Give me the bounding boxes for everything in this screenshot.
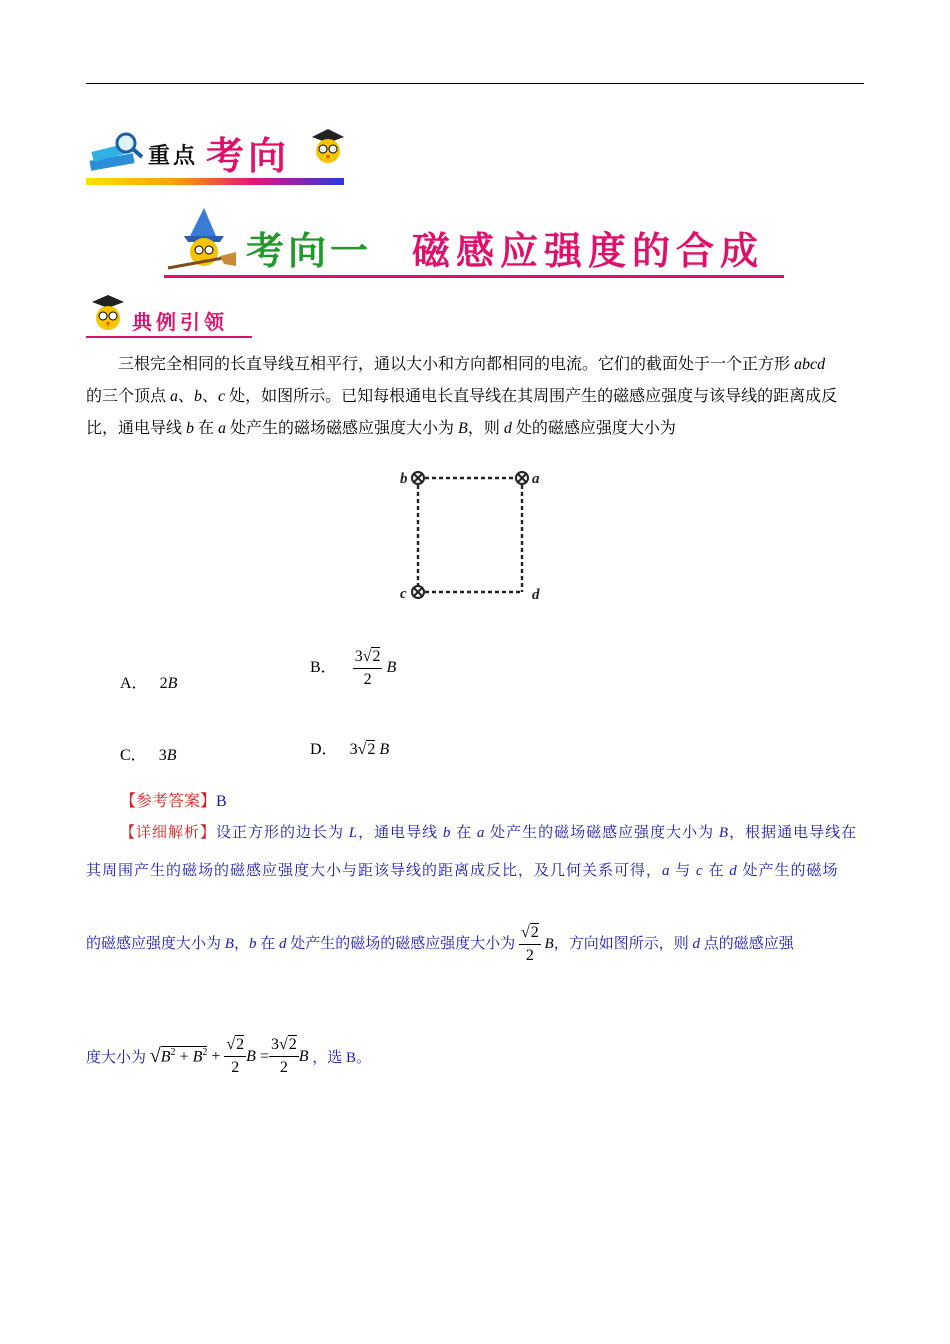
wire-c-into-page [412, 586, 424, 598]
banner-gradient-bar [86, 178, 344, 185]
question-line-1: 三根完全相同的长直导线互相平行，通以大小和方向都相同的电流。它们的截面处于一个正方形 abcd [118, 356, 826, 373]
option-c[interactable]: C． 3B [120, 747, 177, 764]
books-magnifier-icon [86, 129, 146, 179]
example-banner-text: 典例引领 [132, 312, 228, 334]
option-d[interactable]: D． 3√2 B [310, 741, 390, 758]
topic-banner [164, 206, 784, 278]
example-banner [86, 292, 256, 338]
graduate-bird-icon [86, 292, 130, 336]
option-b[interactable]: B． $\frac{3√2}{2}$ B [310, 648, 397, 688]
explanation-line-1: 【详细解析】设正方形的边长为 L，通电导线 b 在 a 处产生的磁场磁感应强度大小为 B，根据通电导线在 [120, 825, 858, 841]
topic-title: 磁感应强度的合成 [412, 231, 765, 273]
label-d: d [532, 587, 540, 603]
option-b-fraction: $\frac{3√2}{2}$ [354, 648, 381, 688]
square-wire-diagram [394, 462, 554, 612]
topic-number: 考向一 [246, 231, 373, 273]
explanation-line-3: 的磁感应强度大小为 B，b 在 d 处产生的磁场的磁感应强度大小为 $\frac{√2}{2}$ B，方向如图所示，则 d 点的磁感应强 [86, 924, 794, 964]
example-underline [86, 336, 252, 338]
banner-key-text: 重点 [148, 143, 199, 168]
question-text [86, 349, 866, 445]
explanation-line-4: 度大小为 √ $B^2 + B^2$ + $\frac{√2}{2}$ B = $\frac{3√2}{2}$ B ，选 B。 [86, 1036, 372, 1076]
wizard-bird-icon [164, 206, 238, 276]
question-line-2: 的三个顶点 a、b、c 处，如图所示。已知每根通电长直导线在其周围产生的磁感应强度与该导线的距离成反 [86, 388, 838, 405]
question-line-3: 比，通电导线 b 在 a 处产生的磁场磁感应强度大小为 B，则 d 处的磁感应强度大小为 [86, 420, 676, 437]
wire-a-into-page [516, 472, 528, 484]
result-formula: √ $B^2 + B^2$ + $\frac{√2}{2}$ B = $\frac{3√2}{2}$ B [149, 1036, 309, 1076]
banner-direction-text: 考向 [206, 136, 291, 178]
half-root-two-fraction: $\frac{√2}{2}$ [520, 924, 539, 964]
label-a: a [532, 471, 540, 487]
topic-underline [164, 275, 784, 278]
scholar-bird-icon [306, 127, 346, 171]
label-b: b [400, 471, 408, 487]
reference-answer: 【参考答案】B [120, 793, 227, 810]
label-c: c [400, 586, 407, 602]
option-a[interactable]: A． 2B [120, 675, 178, 692]
wire-b-into-page [412, 472, 424, 484]
header-rule [86, 83, 864, 84]
section-banner-key-points [86, 125, 348, 185]
explanation-line-2: 其周围产生的磁场的磁感应强度大小与距该导线的距离成反比，及几何关系可得，a 与 c 在 d 处产生的磁场 [86, 863, 839, 879]
